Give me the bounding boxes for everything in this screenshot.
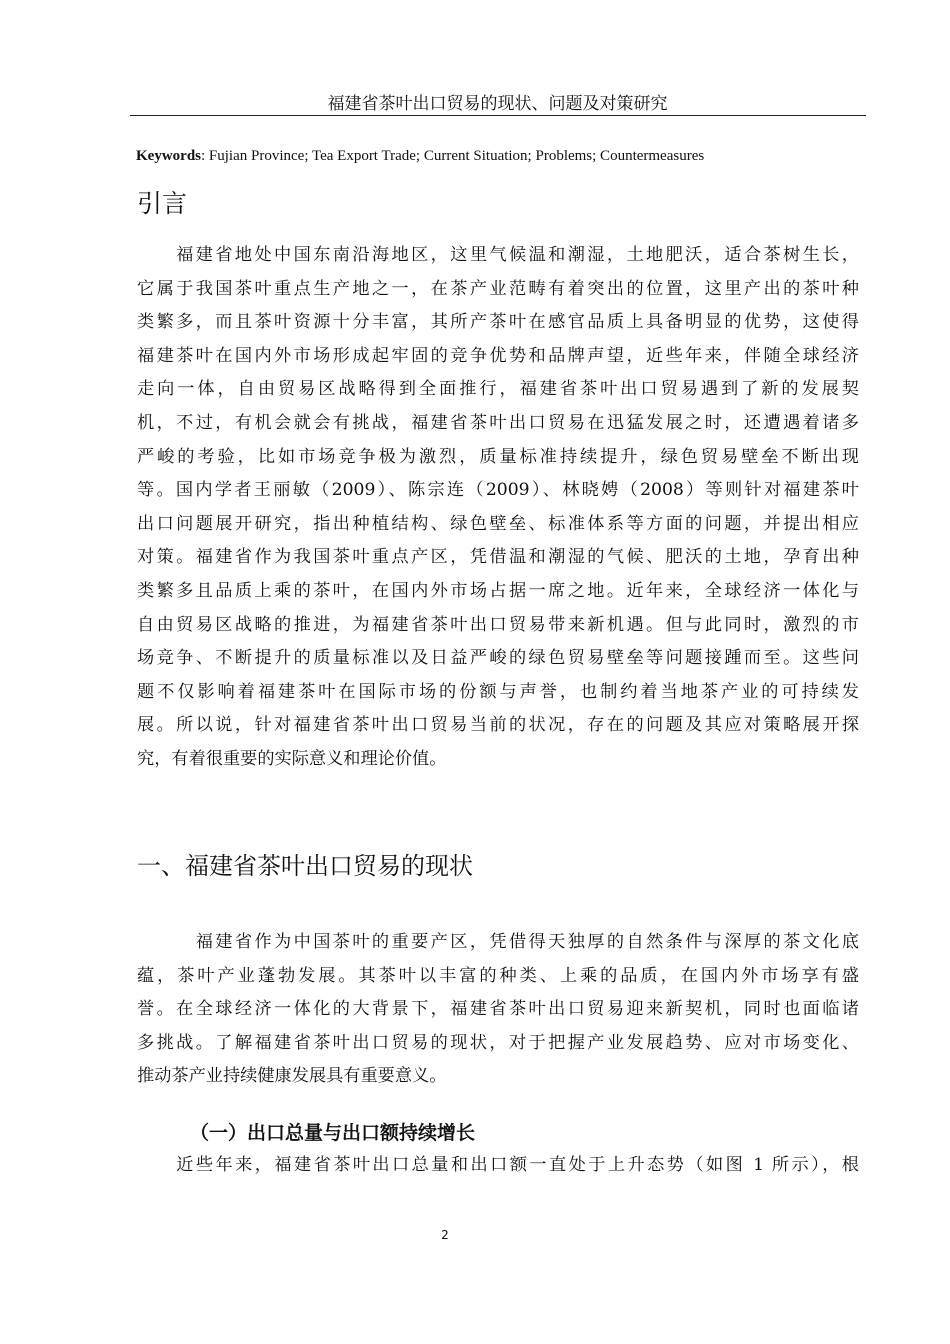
running-header-title: 福建省茶叶出口贸易的现状、问题及对策研究 [327, 94, 668, 114]
paragraph-line: 机，不过，有机会就会有挑战，福建省茶叶出口贸易在迅猛发展之时，还遭遇着诸多 [137, 412, 859, 433]
paragraph-line: 福建茶叶在国内外市场形成起牢固的竞争优势和品牌声望，近些年来，伴随全球经济 [137, 345, 859, 366]
paragraph-line: 蕴，茶叶产业蓬勃发展。其茶叶以丰富的种类、上乘的品质，在国内外市场享有盛 [137, 965, 859, 986]
paragraph-line: 等。国内学者王丽敏（2009）、陈宗连（2009）、林晓娉（2008）等则针对福建茶叶 [137, 480, 859, 501]
page-number: 2 [441, 1228, 449, 1242]
paragraph-line: 严峻的考验，比如市场竞争极为激烈，质量标准持续提升，绿色贸易壁垒不断出现 [137, 446, 859, 467]
header-rule [130, 115, 866, 116]
intro-heading: 引言 [137, 189, 188, 218]
paragraph-line: 题不仅影响着福建茶叶在国际市场的份额与声誉，也制约着当地茶产业的可持续发 [137, 681, 859, 702]
paragraph-line: 走向一体，自由贸易区战略得到全面推行，福建省茶叶出口贸易遇到了新的发展契 [137, 379, 859, 400]
section-1-paragraph [137, 926, 859, 1094]
paragraph-line: 类繁多且品质上乘的茶叶，在国内外市场占据一席之地。近年来，全球经济一体化与 [137, 580, 859, 601]
paragraph-line: 对策。福建省作为我国茶叶重点产区，凭借温和潮湿的气候、肥沃的土地，孕育出种 [137, 547, 859, 568]
paragraph-line: 近些年来，福建省茶叶出口总量和出口额一直处于上升态势（如图 1 所示），根 [137, 1155, 859, 1175]
keywords-text: : Fujian Province; Tea Export Trade; Current Situation; Problems; Countermeasures [201, 148, 705, 164]
subsection-1-paragraph [137, 1149, 859, 1183]
paragraph-line: 誉。在全球经济一体化的大背景下，福建省茶叶出口贸易迎来新契机，同时也面临诸 [137, 999, 859, 1020]
paragraph-line: 多挑战。了解福建省茶叶出口贸易的现状，对于把握产业发展趋势、应对市场变化、 [137, 1032, 859, 1053]
keywords-label: Keywords [136, 148, 201, 164]
keywords-line [136, 145, 858, 167]
paragraph-line: 类繁多，而且茶叶资源十分丰富，其所产茶叶在感官品质上具备明显的优势，这使得 [137, 312, 859, 333]
subsection-1-heading: （一）出口总量与出口额持续增长 [190, 1122, 476, 1144]
intro-paragraph [137, 239, 859, 777]
paragraph-line: 福建省作为中国茶叶的重要产区，凭借得天独厚的自然条件与深厚的茶文化底 [137, 932, 859, 952]
paragraph-line: 它属于我国茶叶重点生产地之一，在茶产业范畴有着突出的位置，这里产出的茶叶种 [137, 278, 859, 299]
paragraph-line: 究，有着很重要的实际意义和理论价值。 [137, 748, 447, 769]
paragraph-line: 推动茶产业持续健康发展具有重要意义。 [137, 1066, 447, 1087]
paragraph-line: 展。所以说，针对福建省茶叶出口贸易当前的状况，存在的问题及其应对策略展开探 [137, 715, 859, 736]
paragraph-line: 福建省地处中国东南沿海地区，这里气候温和潮湿，土地肥沃，适合茶树生长， [137, 245, 859, 265]
paragraph-line: 自由贸易区战略的推进，为福建省茶叶出口贸易带来新机遇。但与此同时，激烈的市 [137, 614, 859, 635]
paragraph-line: 场竞争、不断提升的质量标准以及日益严峻的绿色贸易壁垒等问题接踵而至。这些问 [137, 648, 859, 669]
paragraph-line: 出口问题展开研究，指出种植结构、绿色壁垒、标准体系等方面的问题，并提出相应 [137, 513, 859, 534]
section-1-heading: 一、福建省茶叶出口贸易的现状 [137, 852, 473, 880]
